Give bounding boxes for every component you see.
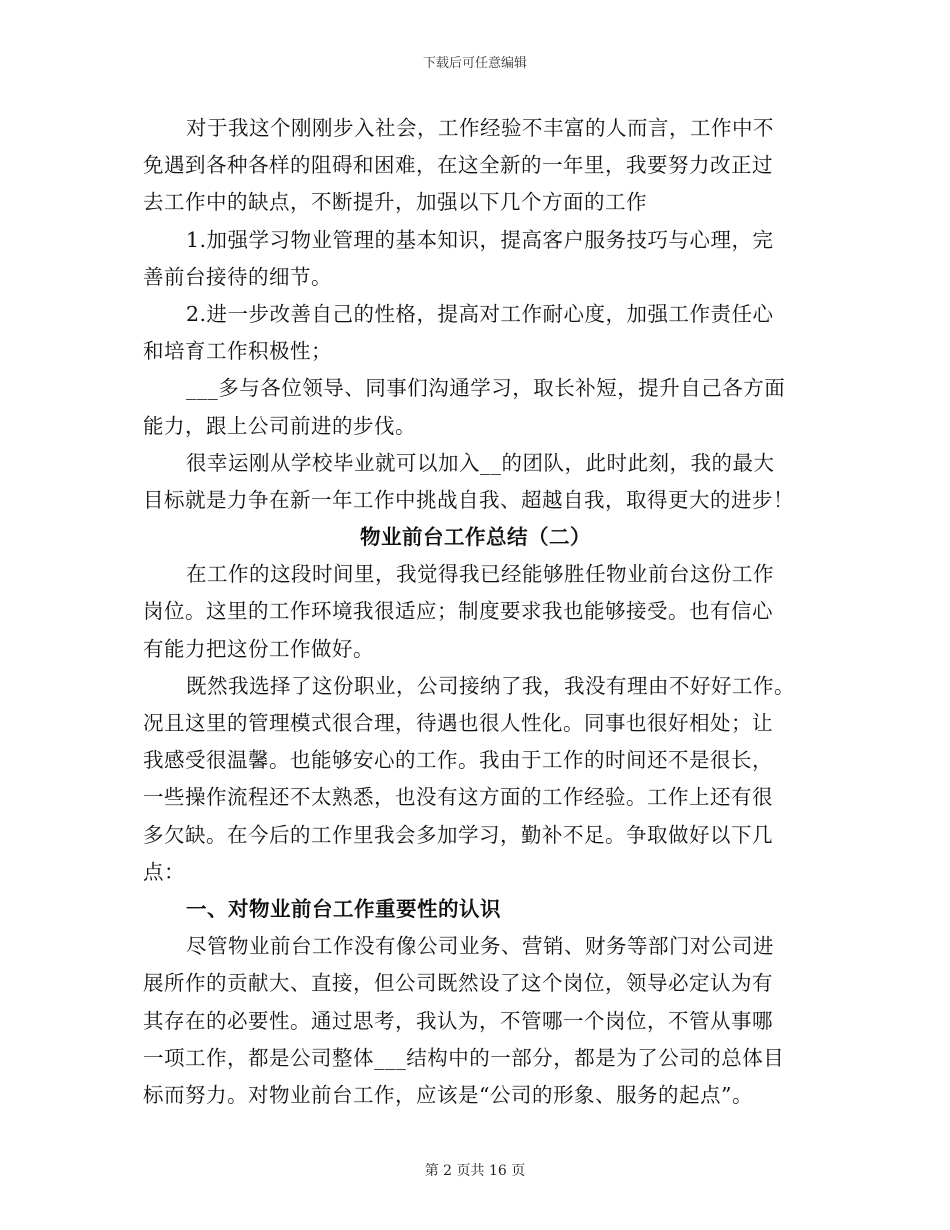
paragraph-line: 有能力把这份工作做好。 (143, 636, 374, 661)
list-item-line: ___多与各位领导、同事们沟通学习，取长补短，提升自己各方面 (186, 376, 786, 401)
section-title: 物业前台工作总结（二） (360, 525, 591, 550)
paragraph-line: 多欠缺。在今后的工作里我会多加学习，勤补不足。争取做好以下几 (143, 822, 773, 847)
list-item-line: 和培育工作积极性； (143, 339, 332, 364)
paragraph-line: 去工作中的缺点，不断提升，加强以下几个方面的工作 (143, 190, 647, 215)
document-body (143, 110, 808, 1114)
list-item-line: 1.加强学习物业管理的基本知识，提高客户服务技巧与心理，完 (186, 227, 774, 252)
page-footer: 第 2 页共 16 页 (424, 1163, 526, 1179)
paragraph-line: 目标就是力争在新一年工作中挑战自我、超越自我，取得更大的进步！ (143, 487, 794, 512)
paragraph-line: 既然我选择了这份职业，公司接纳了我，我没有理由不好好工作。 (186, 673, 795, 698)
paragraph-line: 况且这里的管理模式很合理，待遇也很人性化。同事也很好相处；让 (143, 711, 773, 735)
list-item-line: 2.进一步改善自己的性格，提高对工作耐心度，加强工作责任心 (186, 301, 774, 326)
paragraph-line: 一些操作流程还不太熟悉，也没有这方面的工作经验。工作上还有很 (143, 785, 773, 810)
paragraph-line: 其存在的必要性。通过思考，我认为，不管哪一个岗位，不管从事哪 (143, 1008, 773, 1033)
subsection-heading: 一、对物业前台工作重要性的认识 (186, 896, 501, 921)
paragraph-line: 很幸运刚从学校毕业就可以加入__的团队，此时此刻，我的最大 (186, 450, 775, 475)
paragraph-line: 尽管物业前台工作没有像公司业务、营销、财务等部门对公司进 (186, 934, 774, 959)
paragraph-line: 我感受很温馨。也能够安心的工作。我由于工作的时间还不是很长， (143, 748, 773, 773)
paragraph-line: 点： (143, 859, 185, 884)
paragraph-line: 标而努力。对物业前台工作，应该是“公司的形象、服务的起点”。 (143, 1082, 753, 1107)
paragraph-line: 一项工作，都是公司整体___结构中的一部分，都是为了公司的总体目 (143, 1045, 785, 1070)
paragraph-line: 岗位。这里的工作环境我很适应；制度要求我也能够接受。也有信心 (143, 599, 773, 624)
paragraph-line: 对于我这个刚刚步入社会，工作经验不丰富的人而言，工作中不 (186, 116, 774, 140)
list-item-line: 能力，跟上公司前进的步伐。 (143, 413, 416, 438)
paragraph-line: 免遇到各种各样的阻碍和困难，在这全新的一年里，我要努力改正过 (143, 153, 773, 178)
list-item-line: 善前台接待的细节。 (143, 264, 332, 289)
paragraph-line: 展所作的贡献大、直接，但公司既然设了这个岗位，领导必定认为有 (143, 971, 773, 996)
paragraph-line: 在工作的这段时间里，我觉得我已经能够胜任物业前台这份工作 (186, 562, 774, 587)
page-header: 下载后可任意编辑 (422, 56, 527, 71)
